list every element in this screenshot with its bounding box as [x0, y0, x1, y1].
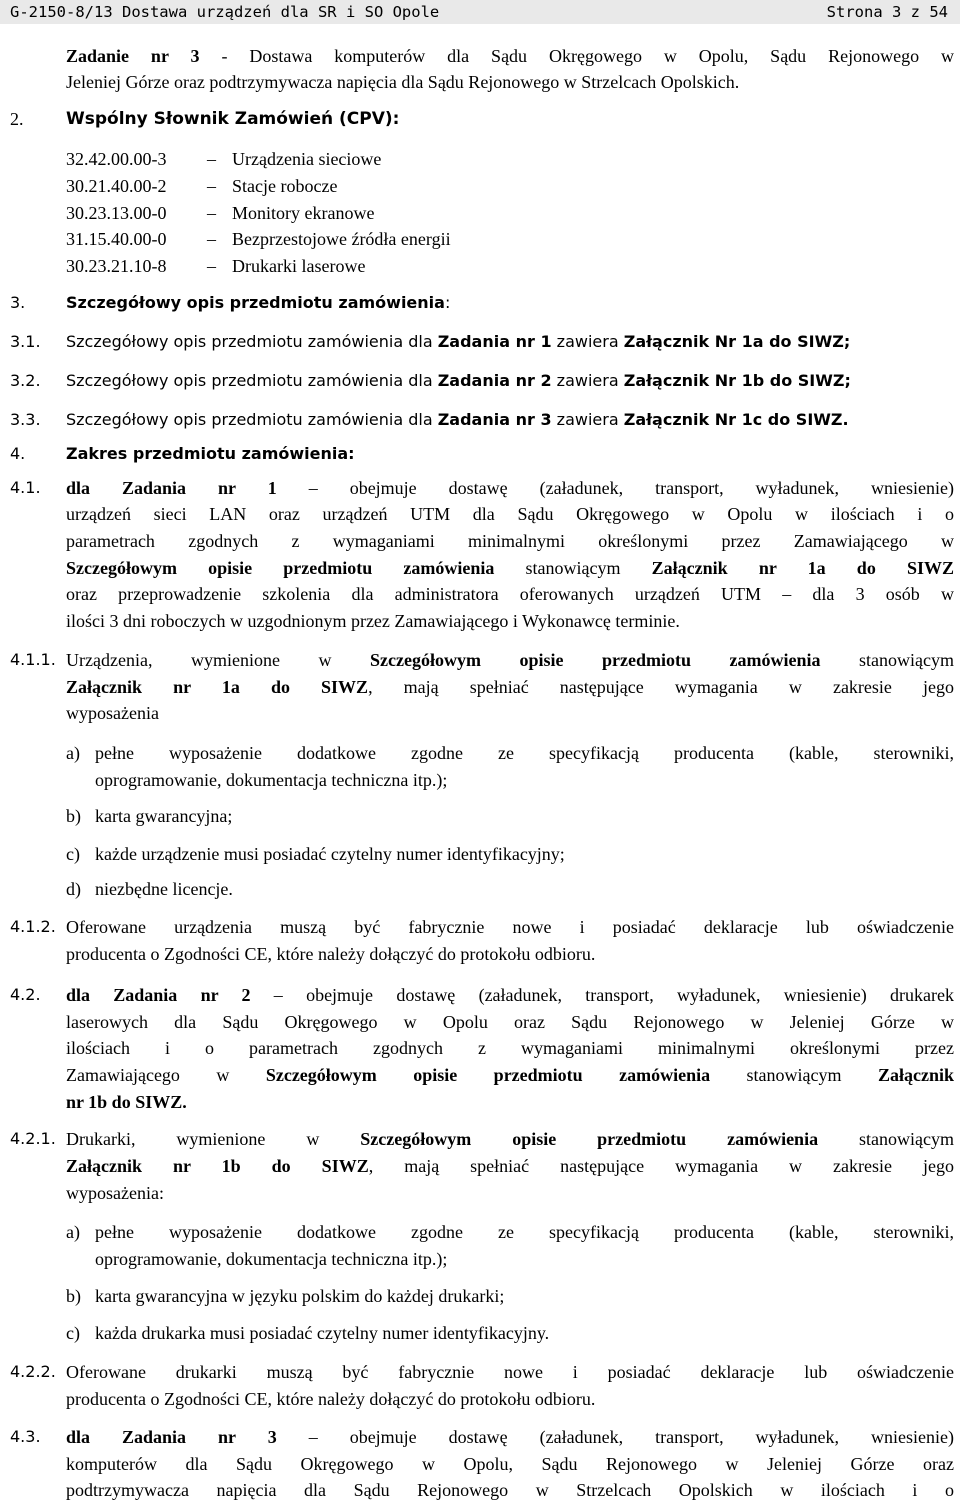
cpv-dash: –	[207, 203, 216, 223]
cpv-code: 32.42.00.00-3	[66, 149, 167, 169]
page-number: Strona 3 z 54	[826, 3, 948, 21]
cpv-name: Monitory ekranowe	[232, 203, 375, 223]
cpv-dash: –	[207, 149, 216, 169]
task3-line1: Zadanie nr 3 - Dostawa komputerów dla Sądu Okręgowego w Opolu, Sądu Rejonowego w	[66, 46, 954, 66]
section-number: 4.	[10, 444, 26, 463]
page-header	[0, 0, 960, 24]
cpv-dash: –	[207, 176, 216, 196]
section-heading: Szczegółowy opis przedmiotu zamówienia:	[66, 293, 451, 312]
section-number: 3.	[10, 293, 26, 312]
document-reference: G-2150-8/13 Dostawa urządzeń dla SR i SO Opole	[10, 3, 440, 21]
section-number: 2.	[10, 109, 24, 129]
section-heading: Zakres przedmiotu zamówienia:	[66, 444, 355, 463]
cpv-code: 30.23.21.10-8	[66, 256, 167, 276]
cpv-name: Bezprzestojowe źródła energii	[232, 229, 451, 249]
cpv-name: Drukarki laserowe	[232, 256, 366, 276]
cpv-code: 30.21.40.00-2	[66, 176, 167, 196]
cpv-name: Urządzenia sieciowe	[232, 149, 382, 169]
cpv-name: Stacje robocze	[232, 176, 338, 196]
task3-line2: Jeleniej Górze oraz podtrzymywacza napięcia dla Sądu Rejonowego w Strzelcach Opolskich.	[66, 72, 740, 92]
section-heading: Wspólny Słownik Zamówień (CPV):	[66, 109, 400, 129]
cpv-dash: –	[207, 229, 216, 249]
cpv-dash: –	[207, 256, 216, 276]
cpv-code: 30.23.13.00-0	[66, 203, 167, 223]
cpv-code: 31.15.40.00-0	[66, 229, 167, 249]
